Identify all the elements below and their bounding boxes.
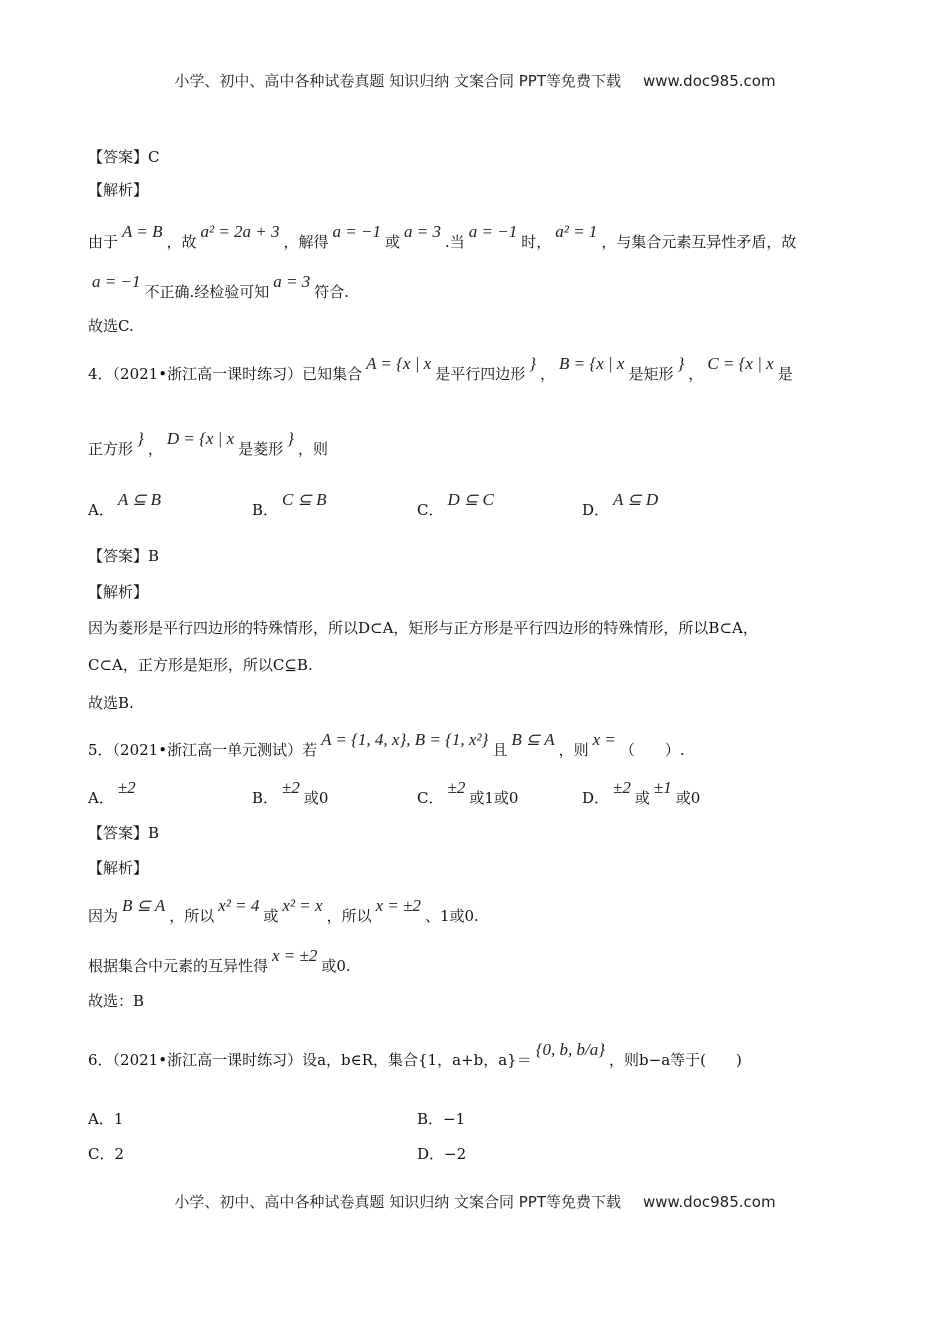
- text-segment: ，所以: [326, 907, 372, 925]
- text-segment: D．: [582, 501, 610, 519]
- math-expression: C ⊆ B: [282, 490, 327, 509]
- math-expression: x =: [592, 730, 616, 749]
- math-expression: B ⊆ A: [122, 896, 166, 915]
- text-segment: 是矩形: [628, 365, 674, 383]
- text-line: [88, 180, 148, 200]
- option-a: [88, 778, 140, 808]
- text-segment: 【解析】: [88, 859, 149, 877]
- option-a: [88, 1144, 124, 1164]
- text-segment: ，: [540, 365, 556, 383]
- text-segment: ，则b−a等于( ): [609, 1051, 742, 1069]
- text-segment: 是菱形: [238, 440, 284, 458]
- text-segment: 是平行四边形: [435, 365, 526, 383]
- text-segment: 【答案】B: [88, 824, 160, 842]
- math-expression: ±2: [117, 778, 136, 797]
- text-segment: 故选：B: [88, 992, 145, 1010]
- math-expression: ±2: [447, 778, 466, 797]
- option-b: [417, 1144, 466, 1164]
- math-expression: a = 3: [273, 272, 311, 291]
- text-segment: D．−2: [417, 1145, 467, 1163]
- text-segment: 4．（2021•浙江高一课时练习）已知集合: [88, 365, 363, 383]
- header-url[interactable]: www.doc985.com: [642, 72, 776, 90]
- text-line: [88, 222, 797, 252]
- text-line: [88, 429, 328, 459]
- text-segment: ，: [688, 365, 704, 383]
- text-segment: ，则: [558, 741, 589, 759]
- math-expression: ±2: [282, 778, 300, 797]
- text-segment: 或0: [303, 789, 329, 807]
- text-line: [88, 1040, 742, 1070]
- text-segment: 、1或0.: [424, 907, 479, 925]
- math-expression: ±2: [613, 778, 631, 797]
- text-segment: 由于: [88, 233, 119, 251]
- option-c: [417, 490, 498, 520]
- math-expression: }: [529, 354, 537, 373]
- text-segment: 或0: [675, 789, 701, 807]
- text-segment: .当: [444, 233, 465, 251]
- text-line: [88, 991, 144, 1011]
- text-segment: 因为菱形是平行四边形的特殊情形，所以D⊂A，矩形与正方形是平行四边形的特殊情形，所以B⊂A，: [88, 619, 758, 637]
- math-expression: {0, b, b/a}: [535, 1040, 606, 1059]
- text-segment: 时，: [521, 233, 552, 251]
- text-segment: 【解析】: [88, 583, 149, 601]
- text-line: [88, 316, 134, 336]
- text-segment: 【解析】: [88, 181, 149, 199]
- text-segment: 根据集合中元素的互异性得: [88, 957, 269, 975]
- text-segment: 是: [777, 365, 793, 383]
- page-footer: [0, 1191, 950, 1212]
- text-segment: 且: [492, 741, 508, 759]
- text-segment: A．: [88, 789, 114, 807]
- math-expression: A ⊆ D: [613, 490, 659, 509]
- option-d: [582, 778, 701, 808]
- text-line: [88, 730, 685, 760]
- math-expression: A = {1, 4, x}, B = {1, x²}: [321, 730, 489, 749]
- text-line: [88, 946, 351, 976]
- text-segment: 不正确.经检验可知: [144, 283, 270, 301]
- text-line: [88, 147, 159, 167]
- text-line: [88, 354, 793, 384]
- math-expression: a² = 2a + 3: [200, 222, 280, 241]
- text-segment: 符合.: [314, 283, 349, 301]
- option-d: [582, 490, 662, 520]
- header-text: 小学、初中、高中各种试卷真题 知识归纳 文案合同 PPT等免费下载: [174, 72, 621, 90]
- page-header: [0, 70, 950, 91]
- text-segment: 或: [263, 907, 279, 925]
- text-segment: A．1: [88, 1110, 124, 1128]
- math-expression: a = 3: [404, 222, 441, 241]
- text-segment: ，与集合元素互异性矛盾，故: [601, 233, 797, 251]
- math-expression: A = B: [122, 222, 163, 241]
- text-segment: 或: [384, 233, 400, 251]
- text-segment: ，故: [166, 233, 197, 251]
- text-line: [88, 582, 148, 602]
- text-segment: A．: [88, 501, 114, 519]
- text-segment: ，则: [297, 440, 328, 458]
- text-line: [88, 693, 134, 713]
- text-segment: 5．（2021•浙江高一单元测试）若: [88, 741, 318, 759]
- math-expression: D ⊆ C: [447, 490, 494, 509]
- text-segment: C．2: [88, 1145, 125, 1163]
- math-expression: x = ±2: [272, 946, 318, 965]
- text-line: [88, 272, 349, 302]
- math-expression: x = ±2: [375, 896, 421, 915]
- text-segment: 6．（2021•浙江高一课时练习）设a，b∈R，集合{1，a+b，a}＝: [88, 1051, 532, 1069]
- text-segment: 【答案】B: [88, 547, 160, 565]
- math-expression: B ⊆ A: [511, 730, 555, 749]
- text-segment: 或: [634, 789, 650, 807]
- option-b: [252, 490, 331, 520]
- option-b: [252, 778, 329, 808]
- text-segment: 或1或0: [469, 789, 519, 807]
- footer-text: 小学、初中、高中各种试卷真题 知识归纳 文案合同 PPT等免费下载: [174, 1193, 621, 1211]
- math-expression: a² = 1: [555, 222, 598, 241]
- math-expression: ±1: [653, 778, 672, 797]
- option-a: [88, 490, 165, 520]
- math-expression: D = {x | x: [166, 429, 235, 448]
- text-segment: C．: [417, 789, 444, 807]
- text-segment: 或0.: [321, 957, 351, 975]
- footer-url[interactable]: www.doc985.com: [642, 1193, 776, 1211]
- math-expression: B = {x | x: [559, 354, 625, 373]
- text-segment: 故选B.: [88, 694, 134, 712]
- math-expression: a = −1: [92, 272, 141, 291]
- math-expression: A = {x | x: [366, 354, 432, 373]
- math-expression: }: [287, 429, 294, 448]
- math-expression: a = −1: [468, 222, 518, 241]
- text-segment: 故选C.: [88, 317, 134, 335]
- text-line: [88, 546, 159, 566]
- text-segment: ，解得: [283, 233, 329, 251]
- text-segment: 因为: [88, 907, 119, 925]
- text-segment: C⊂A，正方形是矩形，所以C⊆B.: [88, 656, 313, 674]
- text-segment: D．: [582, 789, 610, 807]
- math-expression: }: [137, 429, 144, 448]
- math-expression: C = {x | x: [707, 354, 774, 373]
- text-segment: 正方形: [88, 440, 134, 458]
- text-segment: C．: [417, 501, 444, 519]
- math-expression: a = −1: [332, 222, 381, 241]
- option-b: [417, 1109, 465, 1129]
- text-segment: ，所以: [169, 907, 215, 925]
- math-expression: x² = 4: [218, 896, 260, 915]
- text-line: [88, 823, 159, 843]
- option-c: [417, 778, 519, 808]
- text-line: [88, 896, 479, 926]
- text-segment: B．: [252, 789, 279, 807]
- math-expression: x² = x: [282, 896, 323, 915]
- math-expression: }: [677, 354, 685, 373]
- text-segment: （ ）.: [619, 741, 685, 759]
- option-a: [88, 1109, 123, 1129]
- text-segment: ，: [147, 440, 163, 458]
- text-line: [88, 655, 313, 675]
- math-expression: A ⊆ B: [117, 490, 162, 509]
- text-line: [88, 858, 148, 878]
- text-segment: B．: [252, 501, 279, 519]
- text-segment: B．−1: [417, 1110, 466, 1128]
- text-line: [88, 618, 758, 638]
- text-segment: 【答案】C: [88, 148, 160, 166]
